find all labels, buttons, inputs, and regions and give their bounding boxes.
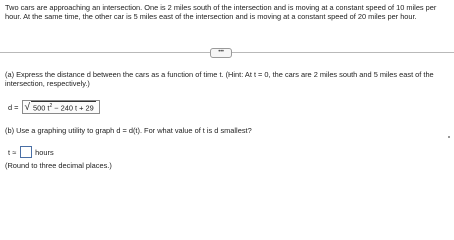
radicand-term-1: 500 t [32,103,50,113]
part-b-answer-row [8,146,54,158]
time-lhs: t ≈ [8,147,17,157]
rounding-note: (Round to three decimal places.) [5,161,112,170]
distance-lhs: d = [8,102,19,112]
part-a-prompt: (a) Express the distance d between the cars as a function of time t. (Hint: At t = 0, the cars are 2 miles south and 5 miles east of the intersection, respectively.) [5,70,434,88]
part-b-prompt: (b) Use a graphing utility to graph d = d(t). For what value of t is d smallest? [5,126,252,135]
time-unit-label: hours [35,147,54,157]
radicand [31,101,96,112]
expand-more-button[interactable]: ••• [210,48,232,58]
scroll-indicator-dot [448,136,450,138]
square-root-icon: √ [24,101,30,113]
radicand-term-2: − 240 t + 29 [52,103,94,113]
time-answer-input[interactable] [20,146,32,158]
exponent: 2 [49,103,53,110]
part-a-answer-row [8,100,100,114]
problem-statement: Two cars are approaching an intersection. One is 2 miles south of the intersection and is moving at a constant speed of 10 miles per hour. At the same time, the other car is 5 miles east of the intersection and is moving at a constant speed of 20 miles per hour. [5,3,437,21]
distance-answer-field[interactable] [22,100,99,114]
